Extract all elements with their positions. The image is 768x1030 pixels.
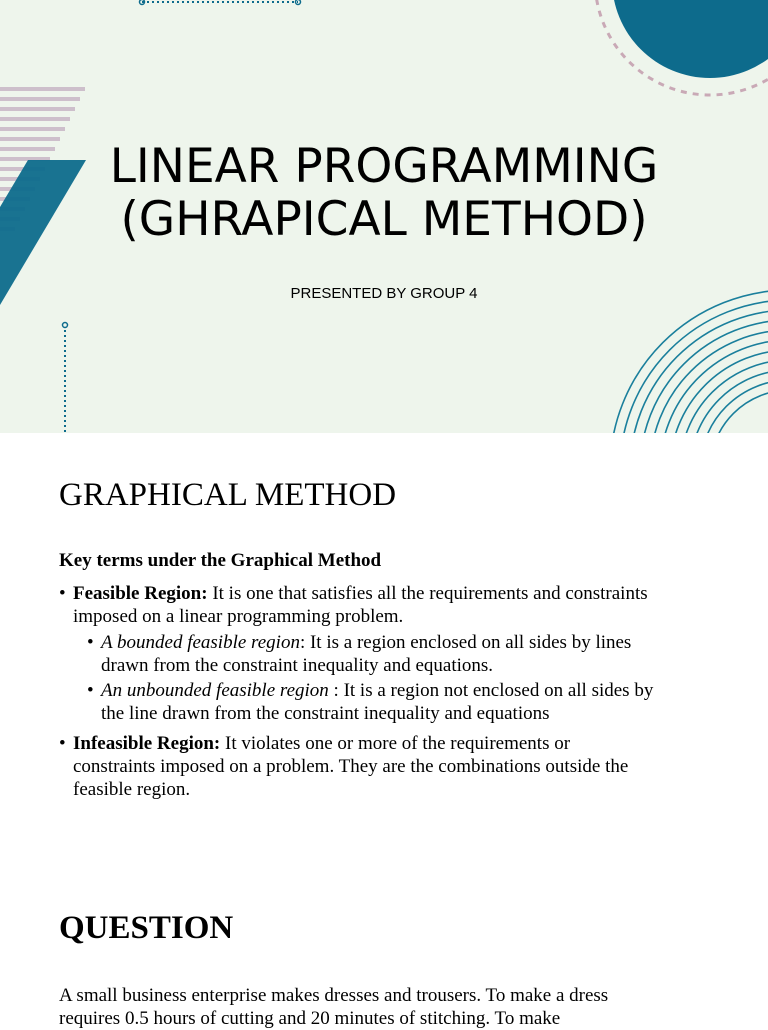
term-label: A bounded feasible region <box>101 632 300 653</box>
question-line: requires 0.5 hours of cutting and 20 minutes of stitching. To make <box>59 1008 561 1029</box>
sub-bullet-unbounded <box>87 679 747 725</box>
bullet-infeasible-region <box>59 732 749 801</box>
question-line: A small business enterprise makes dresses and trousers. To make a dress <box>59 985 609 1006</box>
term-text: It violates one or more of the requirements or <box>220 733 571 754</box>
slide-subtitle: PRESENTED BY GROUP 4 <box>290 285 478 302</box>
term-label: An unbounded feasible region <box>101 680 329 701</box>
bullet-line <box>73 732 570 755</box>
dot-end-top <box>63 323 68 328</box>
term-text: : It is a region not enclosed on all sides by <box>328 680 654 701</box>
bullet-line <box>101 679 653 702</box>
teal-circle <box>612 0 768 78</box>
concentric-arcs <box>610 290 768 433</box>
bullet-feasible-region <box>59 582 749 628</box>
question-text <box>59 984 749 1030</box>
term-text: : It is a region enclosed on all sides by lines <box>299 632 632 653</box>
bullet-line: drawn from the constraint inequality and equations. <box>101 655 494 676</box>
term-label: Infeasible Region: <box>73 733 221 754</box>
bullet-dot: • <box>59 583 66 604</box>
slide-title <box>0 140 768 246</box>
bullet-line: feasible region. <box>73 779 191 800</box>
bullet-line <box>101 631 631 654</box>
bullet-line: imposed on a linear programming problem. <box>73 606 404 627</box>
graphical-method-slide <box>0 433 768 853</box>
slide-title: GRAPHICAL METHOD <box>59 477 397 513</box>
question-slide <box>0 880 768 1029</box>
title-line-2: (GHRAPICAL METHOD) <box>120 192 648 247</box>
bullet-dot: • <box>59 733 66 754</box>
key-terms-heading: Key terms under the Graphical Method <box>59 550 382 571</box>
bullet-line: constraints imposed on a problem. They are the combinations outside the <box>73 756 629 777</box>
term-label: Feasible Region: <box>73 583 208 604</box>
bullet-line <box>73 582 648 605</box>
bullet-dot: • <box>87 632 94 653</box>
term-text: It is one that satisfies all the requirements and constraints <box>207 583 648 604</box>
title-slide <box>0 0 768 433</box>
bullet-dot: • <box>87 680 94 701</box>
bullet-line: the line drawn from the constraint inequality and equations <box>101 703 550 724</box>
sub-bullet-bounded <box>87 631 747 677</box>
title-line-1: LINEAR PROGRAMMING <box>109 139 659 194</box>
slide-title: QUESTION <box>59 910 234 946</box>
